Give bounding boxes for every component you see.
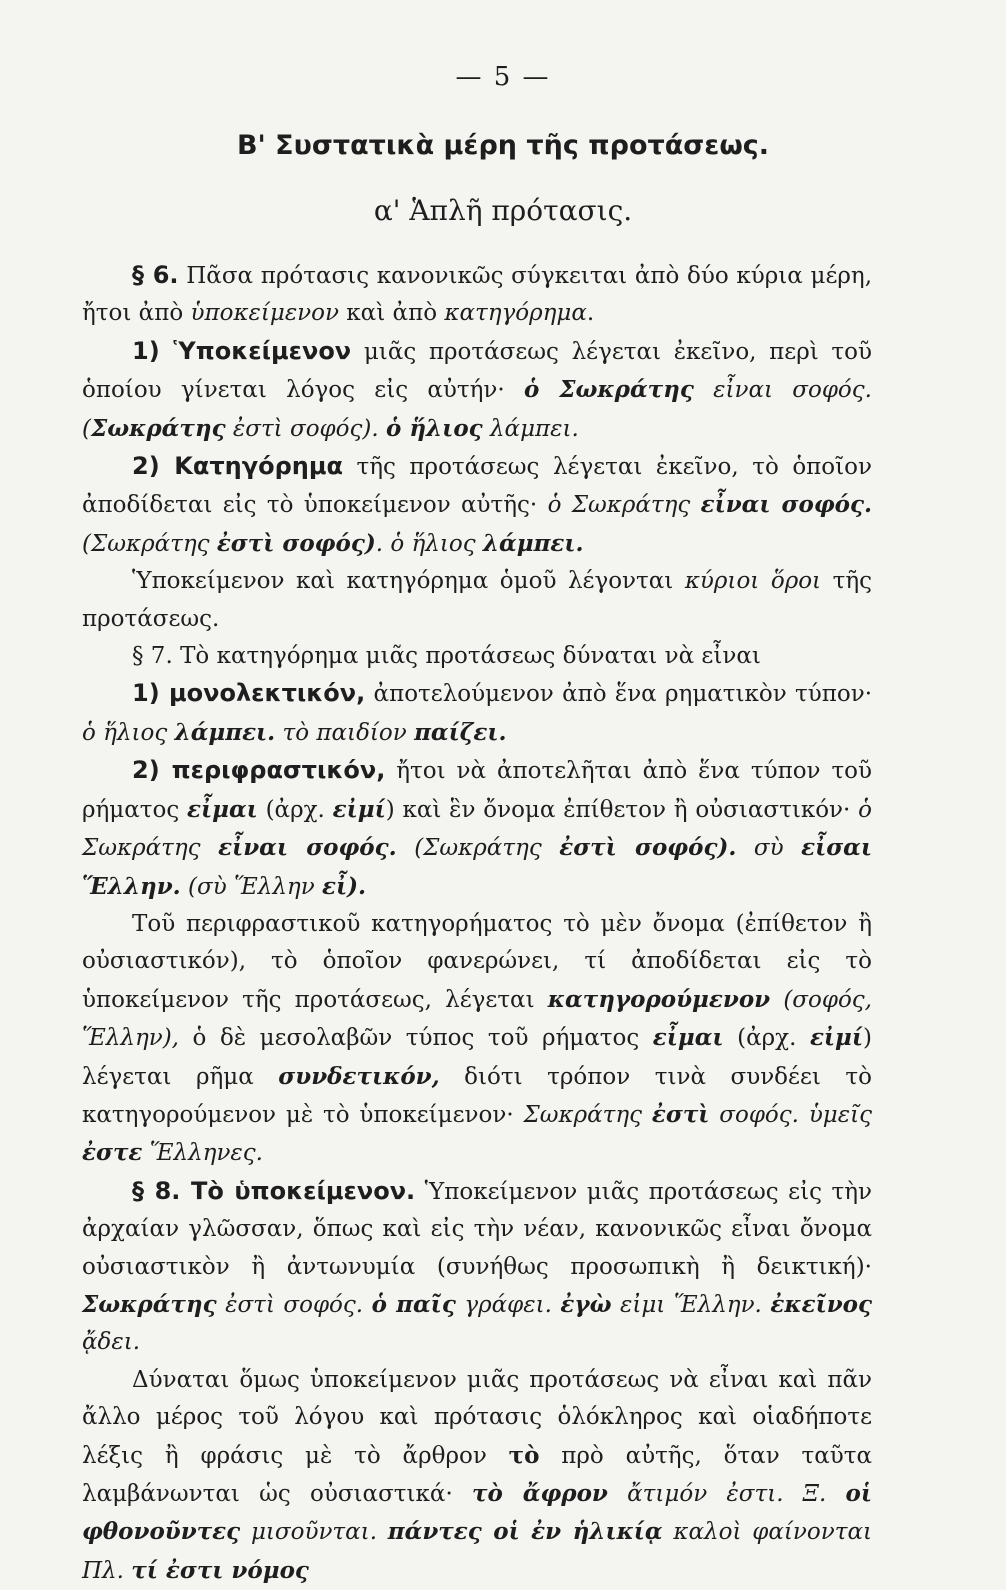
text-run: διότι τρόπον τινὰ συνδέει τὸ κατηγορούμενον μὲ τὸ ὑποκείμενον· [82, 1063, 872, 1128]
italic-term: κύριοι ὅροι [684, 568, 822, 595]
bold-italic-term: τί ἐστι νόμος [131, 1556, 309, 1584]
text-run: (ἀρχ. [257, 796, 333, 823]
bold-italic-term: ἥλιος [401, 414, 483, 442]
italic-term: ὁ Σωκράτης [82, 796, 872, 862]
text-run: τῆς προτάσεως. [82, 568, 872, 632]
page-number: — 5 — [455, 62, 551, 92]
italic-term: γράφει. [455, 1291, 561, 1318]
bold-italic-term: παίζει. [414, 718, 507, 746]
paragraph-section-6 [82, 257, 872, 333]
bold-italic-term: ἐστὶ σοφός). [559, 834, 737, 862]
italic-term: κατηγόρημα [444, 300, 587, 327]
bold-italic-term: ὁ παῖς [371, 1290, 456, 1318]
page-body [82, 257, 872, 1590]
bold-italic-term: εἶμαι [187, 795, 258, 823]
periphrastic-heading: 2) περιφραστικόν, [132, 756, 386, 785]
bold-italic-term: εἶ). [322, 872, 367, 900]
bold-term: τὸ [508, 1441, 540, 1469]
italic-term: εἰμι Ἕλλην. [611, 1291, 771, 1318]
bold-italic-term: Σωκράτης [539, 376, 694, 404]
italic-term: τὸ παιδίον [275, 719, 415, 746]
bold-italic-term: πάντες οἱ ἐν ἡλικίᾳ [387, 1518, 663, 1546]
text-run: μιᾶς προτάσεως λέγεται ἐκεῖνο, περὶ τοῦ ὁποίου γίνεται λόγος εἰς αὐτήν· [82, 338, 872, 404]
italic-term: Ἕλληνες. [142, 1140, 263, 1167]
italic-term: (Σωκράτης [396, 835, 560, 862]
bold-italic-term: εἰμί [332, 795, 386, 823]
paragraph-predicate-nominal [82, 906, 872, 1173]
italic-term: (Σωκράτης [82, 530, 217, 557]
bold-italic-term: ὁ [523, 376, 540, 404]
bold-italic-term: ὁ [385, 414, 402, 442]
italic-term: μισοῦνται. [240, 1519, 388, 1546]
bold-italic-term: λάμπει. [482, 529, 584, 557]
italic-term: ὁ ἥλιος [82, 719, 175, 746]
italic-term: ὑποκείμενον [190, 300, 339, 327]
text-run: § 7. Τὸ κατηγόρημα μιᾶς προτάσεως δύναται νὰ εἶναι [132, 643, 761, 670]
text-run: Ὑποκείμενον μιᾶς προτάσεως εἰς τὴν ἀρχαίαν γλῶσσαν, ὅπως καὶ εἰς τὴν νέαν, κανονικῶς εἶναι ὄνομα οὐσιαστικὸν ἢ ἀντωνυμία (συνήθως προσωπικὴ ἢ δεικτική)· [82, 1178, 872, 1280]
bold-italic-term: συνδετικόν, [278, 1062, 440, 1090]
italic-term: ἐστὶ σοφός. [216, 1291, 372, 1318]
italic-term: ἐστὶ σοφός). [225, 415, 386, 442]
paragraph-monolectic [82, 675, 872, 752]
predicate-heading: 2) Κατηγόρημα [132, 452, 343, 481]
paragraph-section-7 [82, 638, 872, 675]
paragraph-other-subjects [82, 1362, 872, 1590]
paragraph-main-terms [82, 563, 872, 638]
bold-italic-term: ἐστὶ [651, 1100, 710, 1128]
subject-heading: 1) Ὑποκείμενον [132, 336, 352, 365]
bold-italic-term: εἶναι σοφός. [218, 834, 397, 862]
italic-term: (σὺ Ἕλλην [180, 873, 323, 900]
italic-term: εἶναι σοφός. ( [82, 377, 872, 442]
text-run: πρὸ αὐτῆς, ὅταν ταῦτα λαμβάνωνται ὡς οὐσιαστικά· [82, 1442, 872, 1507]
bold-italic-term: οἱ φθονοῦντες [82, 1480, 872, 1546]
italic-term: (σοφός, Ἕλλην), [82, 986, 872, 1052]
bold-italic-term: ἐγὼ [560, 1290, 612, 1318]
italic-term: λάμπει. [482, 415, 579, 442]
paragraph-periphrastic [82, 752, 872, 906]
paragraph-section-8 [82, 1173, 872, 1362]
text-run: (ἀρχ. [723, 1025, 810, 1052]
subsection-title: α' Ἁπλῆ πρότασις. [373, 194, 633, 227]
bold-italic-term: λάμπει. [174, 718, 276, 746]
italic-term: ᾄδει. [82, 1329, 141, 1356]
text-run: Πᾶσα πρότασις κανονικῶς σύγκειται ἀπὸ δύο κύρια μέρη, ἤτοι ἀπὸ [82, 263, 873, 327]
text-run: ἀποτελούμενον ἀπὸ ἕνα ρηματικὸν τύπον· [365, 681, 872, 708]
bold-italic-term: κατηγορούμενον [547, 985, 771, 1013]
bold-italic-term: εἶναι σοφός. [700, 491, 872, 519]
text-run: . [586, 300, 595, 327]
section-title: Β' Συστατικὰ μέρη τῆς προτάσεως. [236, 130, 770, 161]
monolectic-heading: 1) μονολεκτικόν, [132, 679, 366, 708]
text-run: ὁ δὲ μεσολαβῶν τύπος τοῦ ρήματος [179, 1025, 653, 1052]
italic-term: . ὁ ἥλιος [375, 530, 483, 557]
italic-term: ὁ Σωκράτης [547, 492, 701, 519]
section-6-marker: § 6. [132, 261, 179, 289]
bold-italic-term: Σωκράτης [82, 1290, 217, 1318]
italic-term: Σωκράτης [523, 1101, 652, 1128]
text-run: τῆς προτάσεως λέγεται ἐκεῖνο, τὸ ὁποῖον ἀποδίδεται εἰς τὸ ὑποκείμενον αὐτῆς· [82, 454, 872, 519]
section-8-heading: § 8. Τὸ ὑποκείμενον. [132, 1176, 416, 1205]
bold-italic-term: τὸ ἄφρον [472, 1480, 608, 1507]
bold-italic-term: εἶσαι Ἕλλην. [82, 834, 872, 900]
paragraph-predicate [82, 448, 872, 563]
italic-term: καλοὶ φαίνονται Πλ. [82, 1519, 872, 1584]
italic-term: ἄτιμόν ἐστι. Ξ. [607, 1481, 846, 1507]
text-run: Δύναται ὅμως ὑποκείμενον μιᾶς προτάσεως νὰ εἶναι καὶ πᾶν ἄλλο μέρος τοῦ λόγου καὶ πρότασις ὁλόκληρος καὶ οἱαδήποτε λέξις ἢ φράσις μὲ τὸ ἄρθρον [82, 1366, 872, 1469]
text-run: Ὑποκείμενον καὶ κατηγόρημα ὁμοῦ λέγονται [132, 568, 685, 595]
bold-italic-term: εἰμί [809, 1024, 864, 1052]
italic-term: σοφός. ὑμεῖς [709, 1101, 872, 1128]
bold-italic-term: ἐκεῖνος [770, 1290, 873, 1318]
bold-italic-term: ἐστε [82, 1139, 143, 1167]
text-run: ) καὶ ἓν ὄνομα ἐπίθετον ἢ οὐσιαστικόν· [385, 796, 859, 823]
text-run: ) λέγεται ρῆμα [82, 1025, 872, 1090]
bold-italic-term: ἐστὶ σοφός) [216, 529, 376, 557]
bold-italic-term: εἶμαι [652, 1024, 724, 1052]
paragraph-subject [82, 333, 872, 448]
text-run: ἤτοι νὰ ἀποτελῆται ἀπὸ ἕνα τύπον τοῦ ρήματος [82, 758, 873, 823]
text-run: Τοῦ περιφραστικοῦ κατηγορήματος τὸ μὲν ὄνομα (ἐπίθετον ἢ οὐσιαστικόν), τὸ ὁποῖον φανερώνει, τί ἀποδίδεται εἰς τὸ ὑποκείμενον τῆς προτάσεως, λέγεται [82, 910, 872, 1013]
bold-italic-term: Σωκράτης [90, 414, 226, 442]
text-run: καὶ ἀπὸ [339, 300, 445, 327]
italic-term: σὺ [736, 835, 802, 862]
